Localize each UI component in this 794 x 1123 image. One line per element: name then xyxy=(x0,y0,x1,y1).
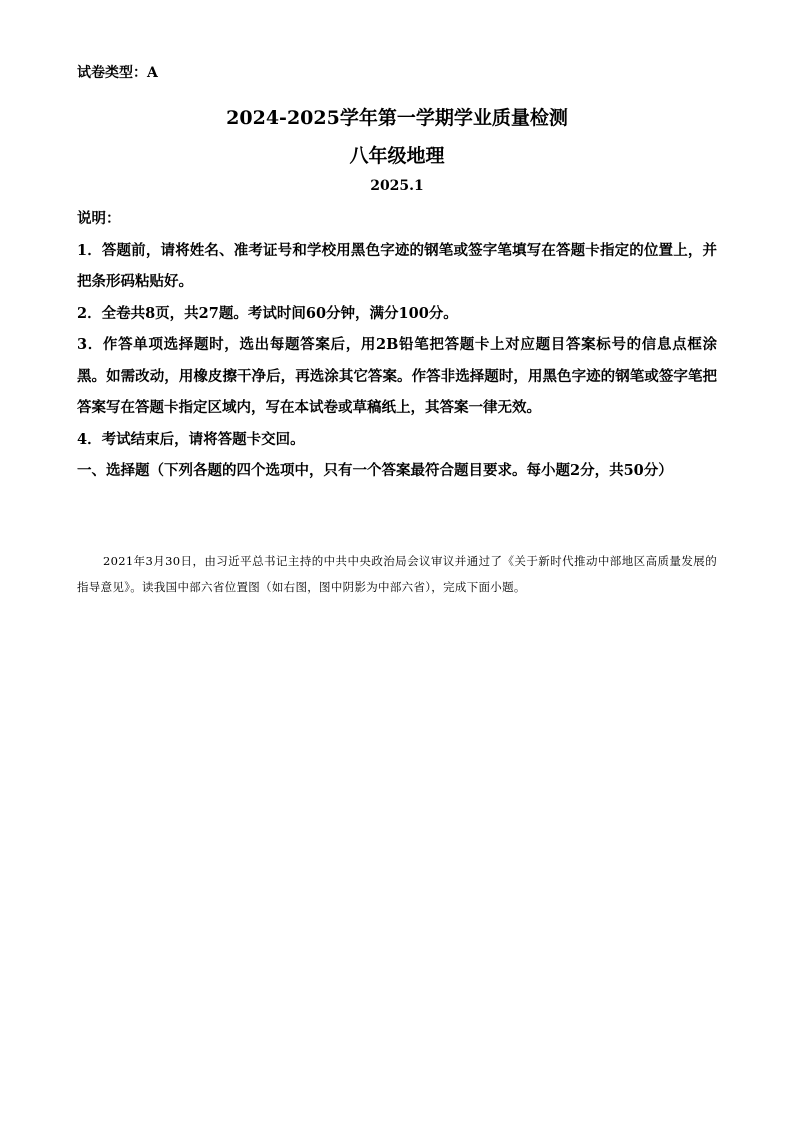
paper-type-label: 试卷类型：A xyxy=(77,65,158,81)
exam-subject: 八年级地理 xyxy=(349,145,445,167)
instruction-item-4: 4．考试结束后，请将答题卡交回。 xyxy=(77,430,305,448)
instruction-item-3: 3．作答单项选择题时，选出每题答案后，用2B铅笔把答题卡上对应题目答案标号的信息点框涂黑。如需改动，用橡皮擦干净后，再选涂其它答案。作答非选择题时，用黑色字迹的钢笔或签字笔把答案写在答题卡指定区域内，写在本试卷或草稿纸上，其答案一律无效。 xyxy=(77,336,717,416)
instruction-item-2: 2．全卷共8页，共27题。考试时间60分钟，满分100分。 xyxy=(77,304,458,322)
exam-title: 2024-2025学年第一学期学业质量检测 xyxy=(226,107,568,129)
instructions-block xyxy=(77,203,717,487)
exam-date: 2025.1 xyxy=(370,178,424,194)
instruction-item-1: 1．答题前，请将姓名、准考证号和学校用黑色字迹的钢笔或签字笔填写在答题卡指定的位置上，并把条形码粘贴好。 xyxy=(77,241,717,290)
section-one-heading: 一、选择题（下列各题的四个选项中，只有一个答案最符合题目要求。每小题2分，共50分） xyxy=(77,462,673,479)
instructions-heading: 说明： xyxy=(77,210,121,227)
question-passage: 2021年3月30日，由习近平总书记主持的中共中央政治局会议审议并通过了《关于新时代推动中部地区高质量发展的指导意见》。读我国中部六省位置图（如右图，图中阴影为中部六省），完成下面小题。 xyxy=(77,554,717,594)
